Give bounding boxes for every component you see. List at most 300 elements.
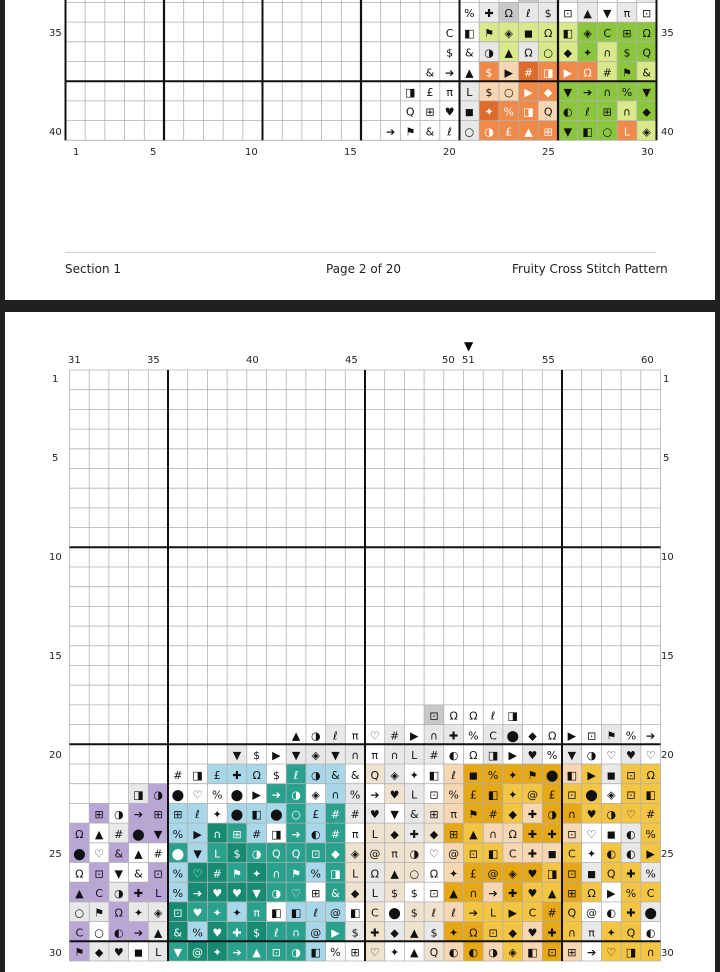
stitch-symbol: ◆	[528, 729, 537, 742]
stitch-symbol: ∩	[292, 926, 300, 939]
stitch-symbol: ♡	[626, 808, 636, 821]
stitch-symbol: &	[426, 66, 435, 79]
stitch-symbol: ♥	[445, 106, 455, 119]
stitch-symbol: ♥	[587, 808, 597, 821]
stitch-symbol: ⬤	[507, 729, 519, 742]
stitch-symbol: ◧	[488, 788, 498, 801]
stitch-symbol: ♥	[626, 749, 636, 762]
pattern-page-top	[5, 0, 715, 300]
stitch-symbol: ♡	[606, 946, 616, 959]
stitch-symbol: ◼	[548, 848, 557, 861]
row-label-15-right: 15	[661, 651, 674, 663]
stitch-symbol: ▲	[134, 848, 143, 861]
stitch-symbol: ◧	[271, 907, 281, 920]
stitch-symbol: ◨	[330, 867, 340, 880]
stitch-symbol: ♥	[528, 749, 538, 762]
stitch-symbol: ◧	[251, 808, 261, 821]
row-label-1-right: 1	[663, 374, 669, 386]
footer-page-number: Page 2 of 20	[326, 262, 401, 276]
stitch-symbol: ◑	[272, 887, 282, 900]
stitch-symbol: ∩	[647, 946, 655, 959]
stitch-symbol: ◐	[626, 848, 636, 861]
stitch-symbol: %	[504, 106, 514, 119]
col-label-20: 20	[443, 147, 456, 159]
stitch-symbol: L	[466, 86, 473, 99]
stitch-symbol: ℓ	[450, 907, 456, 920]
stitch-symbol: ⊡	[429, 887, 438, 900]
stitch-symbol: ⬤	[231, 788, 243, 801]
stitch-symbol: ◈	[642, 125, 651, 138]
stitch-symbol: ⊡	[587, 729, 596, 742]
col-label-10: 10	[245, 147, 258, 159]
stitch-symbol: ▼	[390, 808, 399, 821]
stitch-symbol: #	[390, 729, 399, 742]
stitch-symbol: ℓ	[332, 729, 338, 742]
stitch-symbol: ∩	[391, 749, 399, 762]
stitch-symbol: ◑	[409, 848, 419, 861]
stitch-symbol: ◧	[527, 946, 537, 959]
stitch-symbol: ◐	[449, 946, 459, 959]
stitch-symbol: $	[233, 848, 240, 861]
stitch-symbol: %	[626, 887, 636, 900]
stitch-symbol: ✦	[232, 907, 241, 920]
stitch-symbol: ◐	[563, 106, 573, 119]
stitch-symbol: ▼	[568, 749, 577, 762]
stitch-symbol: C	[647, 887, 655, 900]
stitch-symbol: ◑	[587, 749, 597, 762]
stitch-symbol: £	[426, 86, 433, 99]
stitch-symbol: ✦	[134, 907, 143, 920]
stitch-symbol: ♥	[212, 926, 222, 939]
stitch-symbol: ▼	[642, 86, 651, 99]
stitch-symbol: C	[603, 27, 611, 40]
stitch-symbol: ◧	[291, 907, 301, 920]
stitch-symbol: ♡	[94, 848, 104, 861]
stitch-symbol: ♡	[370, 946, 380, 959]
stitch-symbol: ◧	[429, 769, 439, 782]
stitch-symbol: #	[331, 828, 340, 841]
stitch-symbol: L	[155, 946, 162, 959]
stitch-symbol: ◈	[154, 907, 163, 920]
stitch-symbol: ⊞	[544, 125, 553, 138]
stitch-symbol: &	[351, 769, 360, 782]
stitch-symbol: ✦	[390, 946, 399, 959]
stitch-symbol: ◆	[95, 946, 104, 959]
stitch-symbol: Ω	[505, 7, 513, 20]
stitch-symbol: ◼	[524, 27, 533, 40]
row-label-10-right: 10	[661, 552, 674, 564]
stitch-symbol: ♥	[528, 867, 538, 880]
stitch-symbol: ⊞	[311, 887, 320, 900]
stitch-symbol: Q	[607, 867, 616, 880]
stitch-symbol: ℓ	[431, 907, 437, 920]
stitch-symbol: C	[95, 887, 103, 900]
stitch-symbol: ✦	[508, 788, 517, 801]
stitch-symbol: ◈	[505, 27, 514, 40]
stitch-symbol: ∩	[469, 887, 477, 900]
stitch-symbol: ○	[94, 926, 104, 939]
center-marker-icon: ▼	[464, 340, 473, 352]
stitch-symbol: ⊡	[563, 7, 572, 20]
stitch-symbol: ✚	[548, 926, 557, 939]
stitch-symbol: ◆	[509, 808, 518, 821]
stitch-symbol: ⬤	[270, 808, 282, 821]
stitch-symbol: Ω	[469, 749, 477, 762]
stitch-symbol: ⬤	[172, 788, 184, 801]
stitch-symbol: ◨	[405, 86, 415, 99]
stitch-symbol: ◨	[488, 749, 498, 762]
stitch-symbol: ◆	[390, 926, 399, 939]
stitch-symbol: %	[173, 828, 183, 841]
stitch-symbol: Ω	[252, 769, 260, 782]
stitch-symbol: £	[549, 788, 556, 801]
stitch-symbol: L	[352, 867, 359, 880]
col-label-15: 15	[344, 147, 357, 159]
stitch-symbol: ◑	[291, 788, 301, 801]
stitch-symbol: Ω	[371, 867, 379, 880]
stitch-symbol: ♡	[606, 749, 616, 762]
stitch-symbol: Ω	[587, 887, 595, 900]
stitch-symbol: Ω	[548, 729, 556, 742]
stitch-symbol: $	[545, 7, 552, 20]
stitch-symbol: ⊡	[548, 946, 557, 959]
stitch-symbol: ◑	[547, 808, 557, 821]
stitch-symbol: ∩	[213, 828, 221, 841]
col-label-25: 25	[542, 147, 555, 159]
stitch-symbol: ✦	[484, 106, 493, 119]
stitch-symbol: ◨	[271, 828, 281, 841]
stitch-symbol: ✦	[213, 946, 222, 959]
stitch-symbol: ℓ	[446, 125, 452, 138]
stitch-symbol: ⚑	[606, 729, 616, 742]
stitch-symbol: ◧	[488, 848, 498, 861]
col-label-5: 5	[150, 147, 156, 159]
stitch-symbol: ◨	[133, 788, 143, 801]
stitch-symbol: C	[446, 27, 454, 40]
stitch-symbol: L	[411, 788, 418, 801]
stitch-symbol: #	[252, 828, 261, 841]
stitch-symbol: %	[626, 729, 636, 742]
row-label-20-right: 20	[661, 750, 674, 762]
stitch-symbol: ◐	[311, 828, 321, 841]
stitch-symbol: Q	[272, 848, 281, 861]
stitch-symbol: $	[486, 86, 493, 99]
stitch-symbol: ▼	[193, 848, 202, 861]
stitch-symbol: ◧	[582, 125, 592, 138]
stitch-symbol: ⊞	[567, 946, 576, 959]
stitch-symbol: ◆	[509, 926, 518, 939]
stitch-symbol: ◈	[583, 27, 592, 40]
stitch-symbol: ℓ	[194, 808, 200, 821]
stitch-symbol: Ω	[646, 769, 654, 782]
stitch-symbol: ∩	[272, 867, 280, 880]
stitch-symbol: ⊡	[429, 710, 438, 723]
stitch-symbol: ◨	[192, 769, 202, 782]
stitch-symbol: ◐	[646, 926, 656, 939]
stitch-symbol: £	[214, 769, 221, 782]
stitch-symbol: ➔	[583, 86, 592, 99]
stitch-symbol: ⊡	[311, 848, 320, 861]
stitch-symbol: ⬤	[231, 808, 243, 821]
stitch-symbol: £	[505, 125, 512, 138]
stitch-symbol: ◑	[484, 47, 494, 60]
stitch-symbol: ∩	[568, 926, 576, 939]
stitch-symbol: π	[253, 907, 260, 920]
stitch-symbol: ◆	[331, 848, 340, 861]
stitch-symbol: ✦	[410, 769, 419, 782]
stitch-symbol: ⚑	[528, 769, 538, 782]
stitch-symbol: ➔	[232, 946, 241, 959]
stitch-symbol: ▶	[410, 729, 419, 742]
footer-section: Section 1	[65, 262, 121, 276]
stitch-symbol: &	[410, 808, 419, 821]
stitch-symbol: Q	[430, 946, 439, 959]
stitch-symbol: ✚	[508, 887, 517, 900]
stitch-symbol: @	[192, 946, 203, 959]
stitch-symbol: $	[411, 907, 418, 920]
stitch-symbol: ⬤	[132, 828, 144, 841]
stitch-symbol: Ω	[430, 867, 438, 880]
col-label-55: 55	[542, 355, 555, 367]
stitch-symbol: ➔	[469, 907, 478, 920]
stitch-symbol: ◧	[464, 27, 474, 40]
stitch-symbol: L	[214, 848, 221, 861]
stitch-symbol: ◆	[390, 828, 399, 841]
stitch-symbol: ℓ	[293, 769, 299, 782]
stitch-symbol: ⬤	[644, 907, 656, 920]
stitch-symbol: ○	[409, 867, 419, 880]
stitch-symbol: ⚑	[468, 808, 478, 821]
stitch-symbol: ➔	[370, 788, 379, 801]
stitch-symbol: ✚	[484, 7, 493, 20]
stitch-symbol: ◨	[626, 946, 636, 959]
stitch-symbol: Ω	[509, 828, 517, 841]
stitch-symbol: ⬤	[73, 848, 85, 861]
stitch-symbol: L	[624, 125, 631, 138]
stitch-symbol: #	[646, 808, 655, 821]
stitch-symbol: ✚	[449, 729, 458, 742]
stitch-symbol: ▼	[154, 828, 163, 841]
stitch-symbol: ○	[602, 125, 612, 138]
stitch-symbol: ◑	[114, 887, 124, 900]
stitch-symbol: ➔	[134, 808, 143, 821]
stitch-symbol: ◼	[607, 828, 616, 841]
stitch-symbol: ◑	[484, 125, 494, 138]
stitch-symbol: ▶	[568, 729, 577, 742]
stitch-symbol: π	[450, 808, 457, 821]
stitch-symbol: Ω	[75, 867, 83, 880]
stitch-symbol: ℓ	[312, 907, 318, 920]
stitch-symbol: ♡	[291, 887, 301, 900]
stitch-symbol: ✚	[528, 828, 537, 841]
stitch-symbol: %	[464, 7, 474, 20]
stitch-symbol: ♡	[193, 788, 203, 801]
stitch-symbol: Ω	[583, 66, 591, 79]
stitch-symbol: #	[603, 66, 612, 79]
stitch-symbol: ✦	[449, 926, 458, 939]
stitch-symbol: ◈	[509, 946, 518, 959]
stitch-symbol: ◧	[311, 946, 321, 959]
stitch-symbol: ▼	[252, 887, 261, 900]
stitch-symbol: ⬤	[546, 769, 558, 782]
stitch-symbol: ✚	[626, 907, 635, 920]
stitch-symbol: Ω	[115, 907, 123, 920]
col-label-45: 45	[345, 355, 358, 367]
stitch-symbol: Ω	[642, 27, 650, 40]
stitch-symbol: ▲	[548, 887, 557, 900]
stitch-symbol: #	[351, 808, 360, 821]
row-label-40-right: 40	[661, 127, 674, 139]
stitch-symbol: ➔	[587, 946, 596, 959]
stitch-symbol: ▲	[252, 946, 261, 959]
stitch-symbol: ✚	[548, 828, 557, 841]
stitch-symbol: ℓ	[584, 106, 590, 119]
stitch-symbol: ▲	[154, 926, 163, 939]
stitch-symbol: ⊡	[94, 867, 103, 880]
stitch-symbol: Ω	[469, 926, 477, 939]
stitch-symbol: #	[429, 749, 438, 762]
stitch-symbol: ➔	[445, 66, 454, 79]
stitch-symbol: ∩	[430, 729, 438, 742]
row-label-35-right: 35	[661, 28, 674, 40]
stitch-symbol: Q	[568, 907, 577, 920]
stitch-symbol: ⊡	[272, 946, 281, 959]
stitch-symbol: Q	[371, 769, 380, 782]
stitch-symbol: ∩	[603, 86, 611, 99]
stitch-symbol: ℓ	[450, 769, 456, 782]
stitch-symbol: ◧	[563, 27, 573, 40]
stitch-symbol: #	[331, 808, 340, 821]
stitch-symbol: ⊡	[567, 867, 576, 880]
stitch-symbol: @	[330, 907, 341, 920]
stitch-symbol: ▼	[174, 946, 183, 959]
stitch-symbol: ⊞	[622, 27, 631, 40]
stitch-symbol: &	[426, 125, 435, 138]
stitch-symbol: ○	[75, 907, 85, 920]
stitch-symbol: ∩	[351, 749, 359, 762]
stitch-symbol: ➔	[272, 788, 281, 801]
stitch-symbol: ◆	[642, 106, 651, 119]
stitch-symbol: @	[527, 788, 538, 801]
stitch-symbol: ▲	[292, 729, 301, 742]
stitch-symbol: ✚	[232, 769, 241, 782]
stitch-symbol: ▶	[331, 926, 340, 939]
stitch-symbol: #	[524, 66, 533, 79]
stitch-symbol: C	[509, 848, 517, 861]
row-label-5-left: 5	[52, 453, 58, 465]
stitch-symbol: ◐	[626, 828, 636, 841]
col-label-1: 1	[73, 147, 79, 159]
stitch-symbol: ▶	[505, 66, 514, 79]
stitch-symbol: π	[352, 729, 359, 742]
stitch-symbol: ▲	[505, 47, 514, 60]
stitch-symbol: ⊞	[173, 808, 182, 821]
stitch-symbol: ✦	[252, 867, 261, 880]
stitch-symbol: ◨	[543, 66, 553, 79]
stitch-symbol: ✦	[583, 47, 592, 60]
stitch-symbol: ▼	[292, 749, 301, 762]
stitch-symbol: ◧	[645, 788, 655, 801]
stitch-symbol: ▲	[95, 828, 104, 841]
stitch-symbol: ▲	[524, 125, 533, 138]
stitch-symbol: L	[372, 828, 379, 841]
stitch-symbol: @	[448, 848, 459, 861]
stitch-symbol: ◑	[311, 769, 321, 782]
stitch-symbol: ▶	[646, 848, 655, 861]
stitch-symbol: ➔	[291, 828, 300, 841]
stitch-symbol: ⊞	[603, 106, 612, 119]
stitch-symbol: ▶	[607, 887, 616, 900]
stitch-symbol: ♥	[528, 887, 538, 900]
stitch-symbol: ○	[465, 125, 475, 138]
stitch-symbol: L	[155, 887, 162, 900]
stitch-symbol: π	[391, 848, 398, 861]
stitch-symbol: ▲	[75, 887, 84, 900]
stitch-symbol: @	[586, 907, 597, 920]
stitch-symbol: C	[489, 729, 497, 742]
stitch-symbol: ◆	[564, 47, 573, 60]
stitch-symbol: ◈	[509, 867, 518, 880]
stitch-symbol: #	[114, 828, 123, 841]
stitch-symbol: Q	[406, 106, 415, 119]
stitch-symbol: π	[588, 926, 595, 939]
stitch-symbol: %	[547, 749, 557, 762]
stitch-symbol: %	[173, 887, 183, 900]
stitch-symbol: C	[76, 926, 84, 939]
stitch-symbol: ◆	[430, 828, 439, 841]
stitch-symbol: ✦	[607, 926, 616, 939]
stitch-symbol: ◨	[508, 710, 518, 723]
stitch-symbol: %	[330, 946, 340, 959]
stitch-symbol: ⬤	[388, 907, 400, 920]
stitch-symbol: ♡	[646, 749, 656, 762]
stitch-symbol: ⊞	[449, 828, 458, 841]
stitch-symbol: ✦	[449, 867, 458, 880]
stitch-symbol: ✦	[213, 808, 222, 821]
stitch-symbol: ⊡	[429, 788, 438, 801]
stitch-symbol: @	[488, 867, 499, 880]
stitch-symbol: L	[411, 749, 418, 762]
stitch-symbol: Q	[544, 106, 553, 119]
stitch-symbol: £	[470, 788, 477, 801]
stitch-symbol: %	[311, 867, 321, 880]
stitch-symbol: ⬤	[172, 848, 184, 861]
stitch-symbol: #	[213, 867, 222, 880]
stitch-symbol: ◨	[547, 867, 557, 880]
stitch-symbol: L	[490, 907, 497, 920]
row-label-25-right: 25	[661, 849, 674, 861]
stitch-symbol: Ω	[544, 27, 552, 40]
stitch-symbol: ♥	[390, 788, 400, 801]
stitch-symbol: $	[446, 47, 453, 60]
stitch-symbol: ▶	[252, 788, 261, 801]
stitch-symbol: ◐	[606, 907, 616, 920]
stitch-symbol: &	[465, 47, 474, 60]
stitch-grid-bottom	[5, 312, 715, 972]
stitch-symbol: ⚑	[232, 867, 242, 880]
stitch-symbol: $	[623, 47, 630, 60]
stitch-symbol: &	[174, 926, 183, 939]
stitch-symbol: #	[488, 808, 497, 821]
stitch-symbol: ◈	[312, 749, 321, 762]
stitch-symbol: %	[212, 788, 222, 801]
stitch-symbol: ◧	[567, 769, 577, 782]
stitch-symbol: ◑	[291, 946, 301, 959]
stitch-symbol: ♥	[528, 926, 538, 939]
stitch-symbol: £	[312, 808, 319, 821]
col-label-50: 50	[442, 355, 455, 367]
stitch-symbol: ⚑	[74, 946, 84, 959]
